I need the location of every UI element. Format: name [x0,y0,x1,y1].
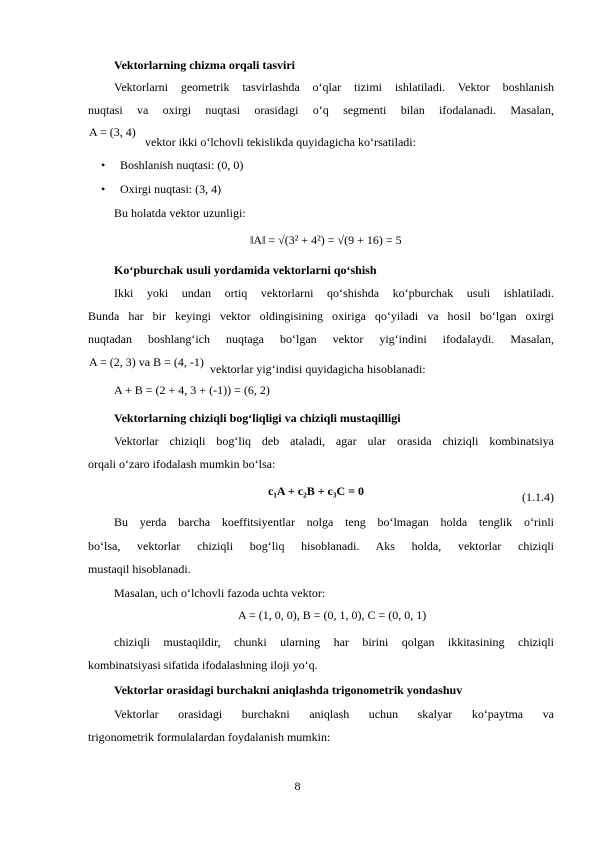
paragraph-line: vektor ikki o‘lchovli tekislikda quyidagicha ko‘rsatiladi: [145,135,416,149]
formula-vector-sum: A + B = (2 + 4, 3 + (-1)) = (6, 2) [114,383,270,397]
paragraph-line: Vektorlarni geometrik tasvirlashda o‘qlar tizimi ishlatiladi. Vektor boshlanish [114,80,554,94]
formula-basis-vectors: A = (1, 0, 0), B = (0, 1, 0), C = (0, 0, 1) [238,608,427,622]
bullet-icon: • [101,182,106,196]
paragraph-line: chiziqli mustaqildir, chunki ularning har birini qolgan ikkitasining chiziqli [114,635,554,649]
paragraph-line: Ikki yoki undan ortiq vektorlarni qo‘shishda ko‘pburchak usuli ishlatiladi. [114,286,554,300]
formula-vector-a: A = (3, 4) [89,125,136,139]
paragraph-line: Vektorlar orasidagi burchakni aniqlash uchun skalyar ko‘paytma va [114,707,554,721]
bullet-end-point: Oxirgi nuqtasi: (3, 4) [120,182,222,196]
paragraph-line: Bunda har bir keyingi vektor oldingisining oxiriga qo‘yiladi va hosil bo‘lgan oxirgi [88,309,554,323]
formula-vector-length: ‖A‖ = √(3² + 4²) = √(9 + 16) = 5 [250,233,402,247]
paragraph-line: bo‘lsa, vektorlar chiziqli bog‘liq hisoblanadi. Aks holda, vektorlar chiziqli [88,539,554,553]
bullet-icon: • [101,158,106,172]
paragraph-line: trigonometrik formulalardan foydalanish mumkin: [88,730,331,744]
paragraph-line: mustaqil hisoblanadi. [88,562,191,576]
paragraph-line: Bu yerda barcha koeffitsiyentlar nolga teng bo‘lmagan holda tenglik o‘rinli [114,515,554,529]
paragraph-line: orqali o‘zaro ifodalash mumkin bo‘lsa: [88,457,276,471]
paragraph-line: Vektorlar chiziqli bog‘liq deb ataladi, agar ular orasida chiziqli kombinatsiya [114,434,554,448]
paragraph-line: nuqtasi va oxirgi nuqtasi orasidagi o‘q segmenti bilan ifodalanadi. Masalan, [88,103,554,117]
heading-vector-drawing: Vektorlarning chizma orqali tasviri [114,58,295,72]
page-number: 8 [294,779,301,793]
heading-angle-trig: Vektorlar orasidagi burchakni aniqlashda trigonometrik yondashuv [114,683,463,697]
paragraph-line: Bu holatda vektor uzunligi: [114,206,246,220]
formula-linear-combination: c₁A + c₂B + c₃C = 0 [268,484,364,498]
heading-polygon-method: Ko‘pburchak usuli yordamida vektorlarni qo‘shish [114,263,377,277]
paragraph-line: kombinatsiyasi sifatida ifodalashning iloji yo‘q. [88,658,318,672]
formula-vectors-ab: A = (2, 3) va B = (4, -1) [89,355,204,369]
paragraph-line: nuqtadan boshlang‘ich nuqtaga bo‘lgan vektor yig‘indini ifodalaydi. Masalan, [88,332,554,346]
heading-linear-dependence: Vektorlarning chiziqli bog‘liqligi va chiziqli mustaqilligi [114,411,401,425]
paragraph-line: vektorlar yig‘indisi quyidagicha hisoblanadi: [210,362,426,376]
paragraph-line: Masalan, uch o‘lchovli fazoda uchta vektor: [114,586,326,600]
bullet-start-point: Boshlanish nuqtasi: (0, 0) [120,158,244,172]
equation-number: (1.1.4) [522,490,554,504]
